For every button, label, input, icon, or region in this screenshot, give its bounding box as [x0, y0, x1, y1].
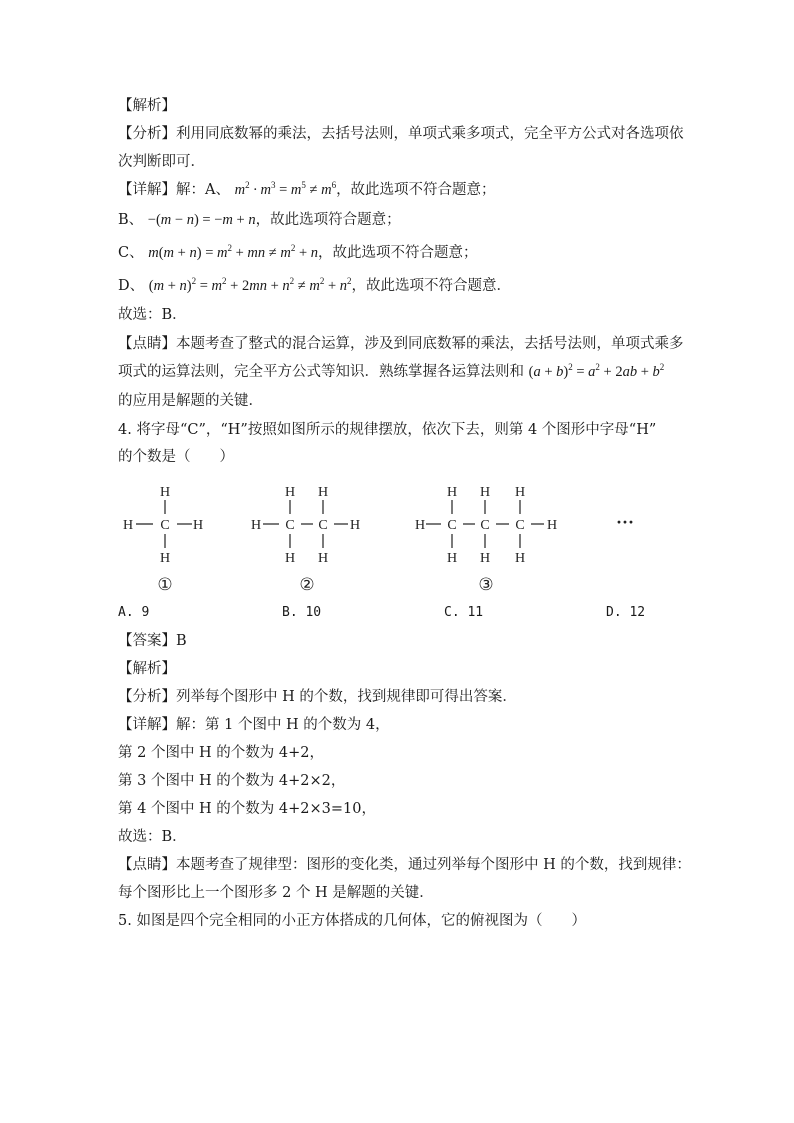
fig1-label: ①: [157, 575, 173, 594]
figure-ellipsis: ···: [615, 512, 635, 532]
detail-tag: 【详解】: [118, 182, 176, 198]
q3-analysis-line2: 次判断即可．: [118, 154, 205, 170]
formula-c: $m(m + n) = m^2$ + mn ≠ $m^2 + n$: [148, 243, 319, 261]
comment-tag: 【点睛】: [118, 336, 176, 352]
q4-choice: 故选：B．: [118, 829, 187, 845]
fig3-h-bottom-3: H: [514, 551, 526, 566]
fig2-h-top-1: H: [284, 485, 296, 500]
fig3-h-right: H: [546, 518, 558, 533]
option-c-suffix: ，故此选项不符合题意；: [318, 245, 478, 261]
comment-text: 本题考查了整式的混合运算，涉及到同底数幂的乘法，去括号法则，单项式乘多: [176, 336, 684, 352]
q4-option-b: B. 10: [282, 605, 322, 620]
option-a-suffix: ，故此选项不符合题意；: [336, 182, 496, 198]
q3-solution-heading: 【解析】: [118, 98, 176, 114]
fig1-c: C: [160, 518, 170, 533]
q4-analysis: 【分析】列举每个图形中 H 的个数，找到规律即可得出答案．: [118, 689, 517, 705]
q4-detail-tag: 【详解】: [118, 717, 176, 733]
fig2-h-bottom-2: H: [317, 551, 329, 566]
fig3-h-left: H: [414, 518, 426, 533]
fig3-h-bottom-2: H: [479, 551, 491, 566]
q4-detail-line4: 第 4 个图中 H 的个数为 4+2×3=10，: [118, 801, 376, 817]
analysis-tag: 【分析】: [118, 126, 176, 142]
fig2-h-bottom-1: H: [284, 551, 296, 566]
q5-stem: 5. 如图是四个完全相同的小正方体搭成的几何体，它的俯视图为（ ）: [118, 913, 586, 929]
formula-square: $(a + b)^2 = a^2 + 2ab + b^2$: [528, 362, 665, 380]
fig3-h-top-1: H: [446, 485, 458, 500]
q3-choice: 故选：B．: [118, 307, 187, 323]
fig3-c-1: C: [447, 518, 457, 533]
fig2-h-top-2: H: [317, 485, 329, 500]
q3-comment-line1: [118, 334, 684, 354]
option-d-prefix: D、: [118, 278, 145, 294]
formula-d: $(m + n)^2 = m^2 + 2mn + n^2 \ne m^2 + n^2$: [148, 276, 352, 294]
fig1-h-left: H: [122, 518, 134, 533]
q4-solution-heading: 【解析】: [118, 661, 176, 677]
q4-figure: [110, 478, 670, 598]
q4-detail-line3: 第 3 个图中 H 的个数为 4+2×2，: [118, 773, 346, 789]
fig1-h-right: H: [192, 518, 204, 533]
detail-prefix: 解：A、: [176, 182, 230, 198]
q3-comment-line2: [118, 362, 664, 382]
q4-figure-svg: [110, 478, 670, 598]
q4-option-a: A. 9: [118, 605, 150, 620]
q4-stem-line2: 的个数是（ ）: [118, 449, 234, 465]
q4-detail-text: 解：第 1 个图中 H 的个数为 4，: [176, 717, 390, 733]
fig3-c-2: C: [480, 518, 490, 533]
analysis-text: 利用同底数幂的乘法，去括号法则，单项式乘多项式，完全平方公式对各选项依: [176, 126, 684, 142]
fig3-label: ③: [478, 575, 494, 594]
q4-comment-line2: 每个图形比上一个图形多 2 个 H 是解题的关键．: [118, 885, 434, 901]
fig3-c-3: C: [515, 518, 525, 533]
q3-analysis-line1: [118, 124, 684, 144]
q4-comment-line1: 【点睛】本题考查了规律型：图形的变化类，通过列举每个图形中 H 的个数，找到规律：: [118, 857, 691, 873]
q4-detail-line1: [118, 715, 390, 735]
option-d-suffix: ，故此选项不符合题意．: [351, 278, 512, 294]
q3-detail-option-b: [118, 210, 401, 230]
formula-a: $m^2 \cdot m^3 = m^5 \ne m^6$: [234, 180, 337, 198]
option-b-prefix: B、: [118, 212, 144, 228]
fig2-h-left: H: [250, 518, 262, 533]
q4-answer: 【答案】B: [118, 633, 187, 649]
q4-detail-line2: 第 2 个图中 H 的个数为 4+2，: [118, 745, 325, 761]
q3-comment-line3: 的应用是解题的关键．: [118, 393, 263, 409]
comment-text-2: 项式的运算法则，完全平方公式等知识．熟练掌握各运算法则和: [118, 364, 524, 380]
q4-stem-line1: 4. 将字母“C”，“H”按照如图所示的规律摆放，依次下去，则第 4 个图形中字母“H”: [118, 422, 657, 438]
fig3-h-bottom-1: H: [446, 551, 458, 566]
q4-option-c: C. 11: [444, 605, 484, 620]
fig2-label: ②: [299, 575, 315, 594]
fig3-h-top-3: H: [514, 485, 526, 500]
fig1-h-top: H: [159, 485, 171, 500]
q3-detail-option-d: [118, 276, 511, 296]
fig2-c-1: C: [285, 518, 295, 533]
fig1-h-bottom: H: [159, 551, 171, 566]
fig2-c-2: C: [318, 518, 328, 533]
fig2-h-right: H: [349, 518, 361, 533]
option-b-suffix: ，故此选项符合题意；: [255, 212, 401, 228]
q3-detail-option-a: [118, 180, 496, 200]
fig3-h-top-2: H: [479, 485, 491, 500]
q3-detail-option-c: [118, 243, 478, 263]
option-c-prefix: C、: [118, 245, 144, 261]
formula-b: −(m − n) = −m + n: [147, 212, 256, 228]
q4-option-d: D. 12: [606, 605, 646, 620]
